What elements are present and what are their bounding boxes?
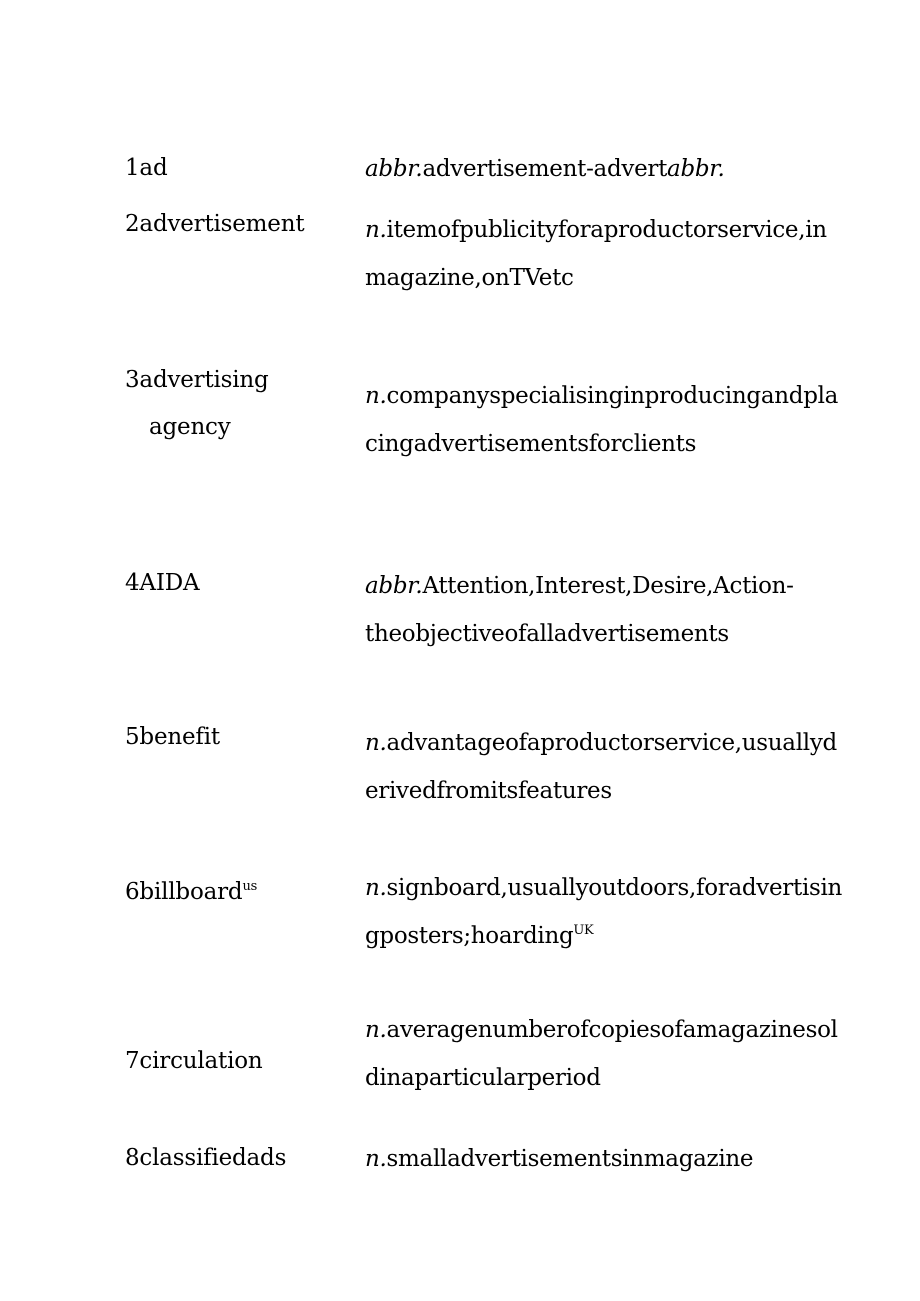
entry-8-definition [365,1135,835,1183]
entry-8-term [125,1135,286,1182]
definition-text: companyspecialisinginproducingandpla [386,383,839,409]
definition-line [365,719,835,767]
entry-6-term [125,869,257,916]
entry-3-definition [365,372,839,468]
definition-text: advertisement-advert [422,156,668,182]
term-text: 8classifiedads [125,1145,287,1171]
entry-7-term [125,1038,263,1085]
term-text: 5benefit [125,724,220,750]
definition-line [365,562,835,610]
entry-4-definition [365,562,835,658]
part-of-speech: n. [365,217,387,243]
definition-line: erivedfromitsfeatures [365,778,612,804]
part-of-speech: n. [365,383,387,409]
part-of-speech: n. [365,1017,387,1043]
entry-7-definition [365,1006,838,1102]
part-of-speech: n. [365,1146,387,1172]
term-text: 7circulation [125,1048,263,1074]
definition-line [365,206,835,254]
entry-4-term [125,560,199,607]
definition-line: theobjectiveofalladvertisements [365,621,729,647]
region-label-uk: UK [573,923,594,938]
trailing-part-of-speech: abbr. [667,156,725,182]
definition-line: cingadvertisementsforclients [365,431,697,457]
definition-line: magazine,onTVetc [365,265,574,291]
definition-line [365,912,835,960]
definition-line [365,145,835,193]
part-of-speech: n. [365,875,387,901]
definition-line [365,1135,835,1183]
term-text: 1ad [125,155,168,181]
entry-2-definition [365,206,835,302]
definition-text: signboard,usuallyoutdoors,foradvertisin [386,875,843,901]
region-label-us: us [242,879,258,894]
entry-5-term [125,714,220,761]
definition-line [365,1006,838,1054]
definition-text: smalladvertisementsinmagazine [386,1146,754,1172]
term-text: 3advertising [125,367,269,393]
term-text: 2advertisement [125,211,305,237]
definition-text: Attention,Interest,Desire,Action- [422,573,794,599]
entry-3-term [125,357,269,451]
definition-text: averagenumberofcopiesofamagazinesol [386,1017,838,1043]
definition-text: itemofpublicityforaproductorservice,in [386,217,827,243]
definition-text: gposters;hoarding [365,923,574,949]
entry-1-definition [365,145,835,193]
entry-1-term [125,145,167,192]
definition-line [365,372,839,420]
part-of-speech: abbr. [365,156,423,182]
entry-2-term [125,201,304,248]
definition-text: advantageofaproductorservice,usuallyd [386,730,837,756]
entry-5-definition [365,719,835,815]
definition-line: dinaparticularperiod [365,1065,601,1091]
entry-6-definition [365,864,843,960]
term-text: 4AIDA [125,570,200,596]
term-text-continued: agency [149,414,231,440]
part-of-speech: n. [365,730,387,756]
term-text: 6billboard [125,879,243,905]
definition-line [365,864,843,912]
part-of-speech: abbr. [365,573,423,599]
